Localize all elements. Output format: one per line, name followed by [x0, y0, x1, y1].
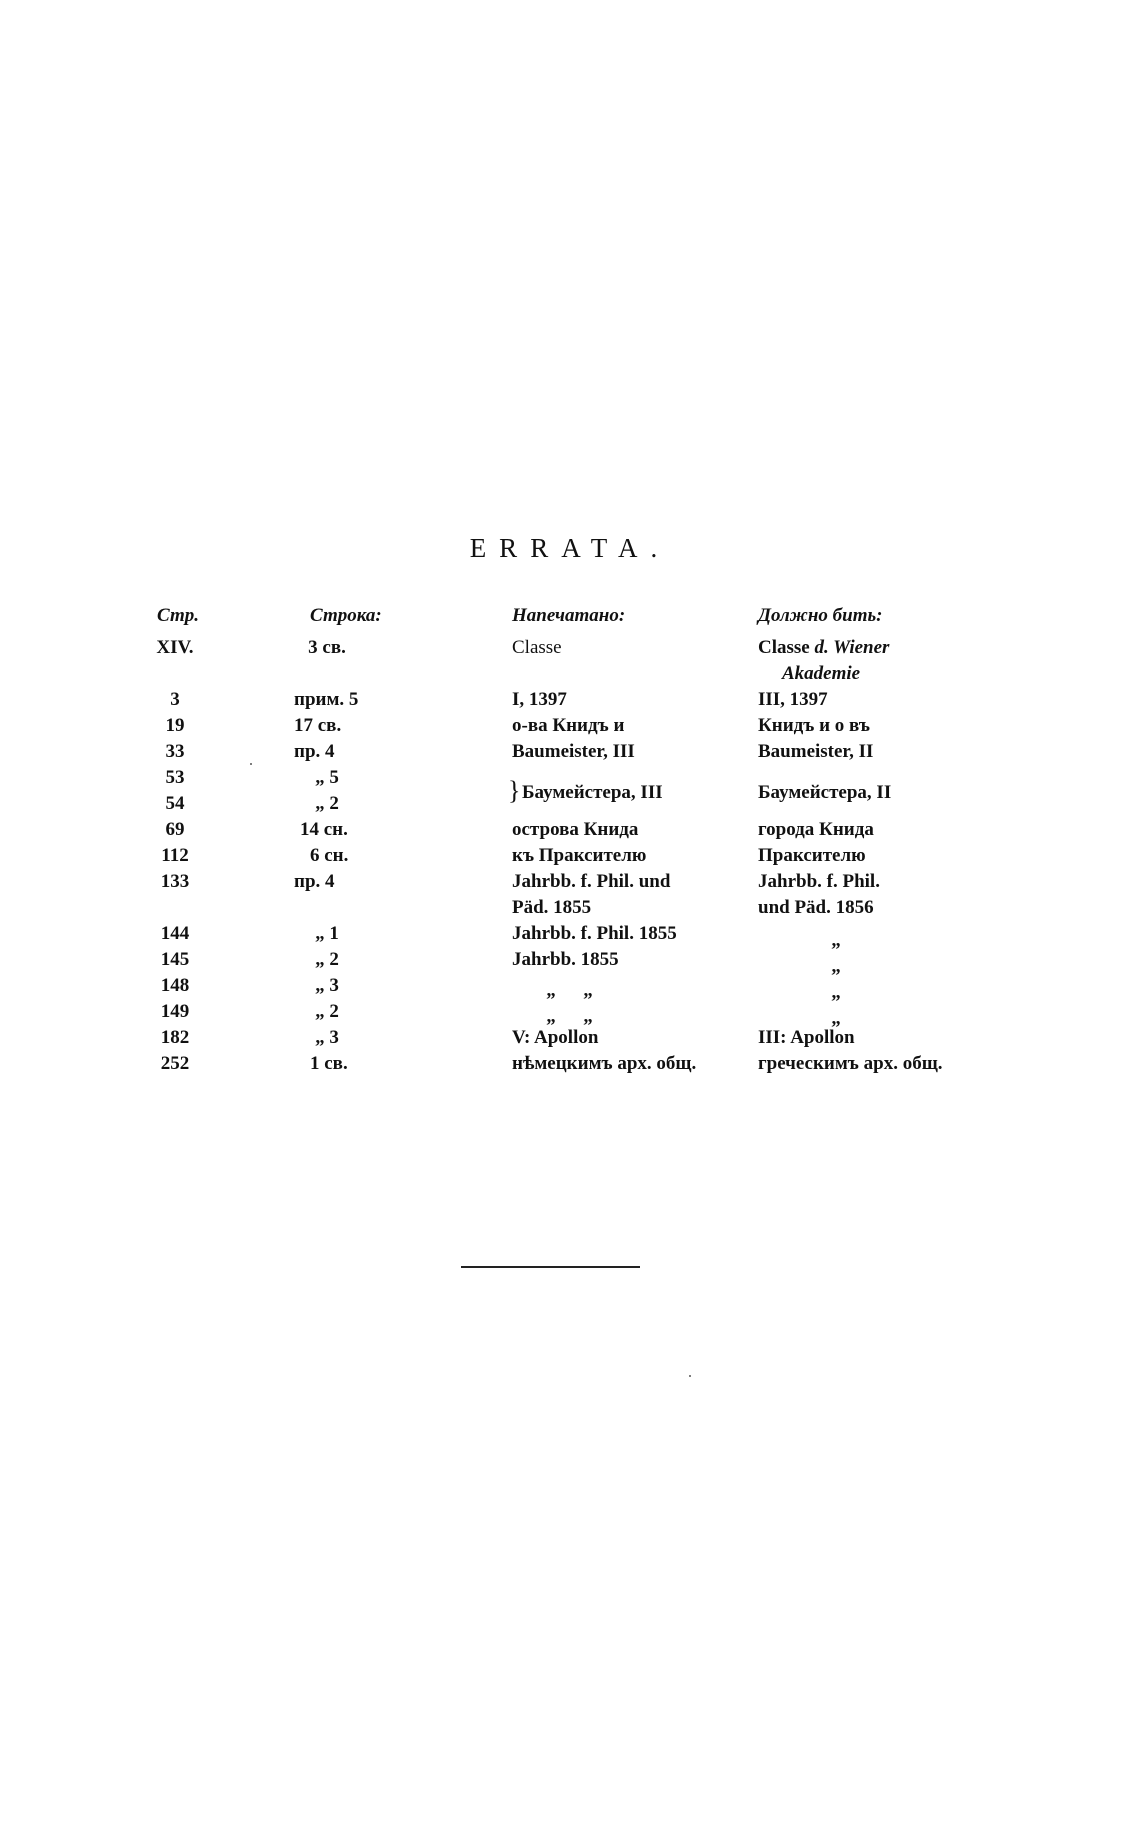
- row-printed: Jahrbb. f. Phil. 1855: [512, 923, 677, 944]
- print-speck: [689, 1375, 691, 1377]
- row-page: 145: [160, 949, 190, 970]
- row-line: 6 сн.: [310, 845, 349, 866]
- row-correct-continued: Akademie: [782, 663, 861, 684]
- row-printed: къ Праксителю: [512, 845, 647, 866]
- row-printed: I, 1397: [512, 689, 567, 710]
- row-correct-continued: und Päd. 1856: [758, 897, 874, 918]
- row-correct: греческимъ арх. общ.: [758, 1053, 943, 1074]
- closing-rule: [461, 1266, 640, 1268]
- row-page: 3: [170, 689, 180, 710]
- header-correct: Должно бить:: [758, 605, 883, 626]
- header-line: Строка:: [310, 605, 382, 626]
- row-page: 112: [161, 845, 189, 866]
- ditto-mark: „: [831, 956, 841, 977]
- ditto-mark: „: [546, 980, 556, 1001]
- row-correct: Праксителю: [758, 845, 866, 866]
- ditto-mark: „: [831, 930, 841, 951]
- row-page: 54: [165, 793, 185, 814]
- row-printed: Jahrbb. f. Phil. und: [512, 871, 671, 892]
- row-line: „ 5: [315, 767, 339, 788]
- row-correct: III, 1397: [758, 689, 828, 710]
- row-line: „ 1: [315, 923, 339, 944]
- row-correct: Книдъ и о въ: [758, 715, 870, 736]
- row-correct: Jahrbb. f. Phil.: [758, 871, 880, 892]
- row-page: 53: [165, 767, 185, 788]
- row-correct: [758, 637, 889, 659]
- row-line: 3 св.: [308, 637, 346, 658]
- row-printed: Баумейстера, III: [522, 782, 663, 803]
- row-page: 182: [160, 1027, 190, 1048]
- row-line: прим. 5: [294, 689, 359, 710]
- row-page: 69: [165, 819, 185, 840]
- row-printed: нѣмецкимъ арх. общ.: [512, 1053, 697, 1074]
- row-printed: Jahrbb. 1855: [512, 949, 619, 970]
- brace-mark: }: [508, 776, 521, 805]
- row-correct: III: Apollon: [758, 1027, 855, 1048]
- row-page: 33: [165, 741, 185, 762]
- row-printed-continued: Päd. 1855: [512, 897, 592, 918]
- row-correct-part: d. Wiener: [814, 637, 890, 658]
- print-speck: [250, 763, 252, 765]
- row-line: 14 сн.: [300, 819, 348, 840]
- row-page: 252: [160, 1053, 190, 1074]
- row-page: 149: [160, 1001, 190, 1022]
- row-line: „ 2: [315, 1001, 339, 1022]
- row-printed: острова Книда: [512, 819, 639, 840]
- row-correct: Баумейстера, II: [758, 782, 892, 803]
- row-line: пр. 4: [294, 871, 335, 892]
- ditto-mark: „: [546, 1006, 556, 1027]
- header-page: Стр.: [157, 605, 199, 626]
- row-printed: Classe: [512, 637, 562, 658]
- row-page: 148: [160, 975, 190, 996]
- page-title: ERRATA.: [469, 533, 671, 563]
- ditto-mark: „: [831, 982, 841, 1003]
- row-printed: Baumeister, III: [512, 741, 635, 762]
- row-line: „ 3: [315, 975, 339, 996]
- row-line: 1 св.: [310, 1053, 348, 1074]
- row-page: 19: [165, 715, 185, 736]
- ditto-mark: „: [831, 1008, 841, 1029]
- row-printed: о-ва Книдъ и: [512, 715, 625, 736]
- row-correct-part: Classe: [758, 637, 810, 658]
- row-line: „ 2: [315, 949, 339, 970]
- row-printed: V: Apollon: [512, 1027, 599, 1048]
- row-correct: Baumeister, II: [758, 741, 874, 762]
- header-printed: Напечатано:: [512, 605, 626, 626]
- row-line: „ 2: [315, 793, 339, 814]
- row-page: XIV.: [156, 637, 194, 658]
- row-page: 144: [160, 923, 190, 944]
- row-correct: города Книда: [758, 819, 874, 840]
- row-line: „ 3: [315, 1027, 339, 1048]
- row-page: 133: [160, 871, 190, 892]
- row-line: 17 св.: [294, 715, 342, 736]
- ditto-mark: „: [583, 1006, 593, 1027]
- ditto-mark: „: [583, 980, 593, 1001]
- row-line: пр. 4: [294, 741, 335, 762]
